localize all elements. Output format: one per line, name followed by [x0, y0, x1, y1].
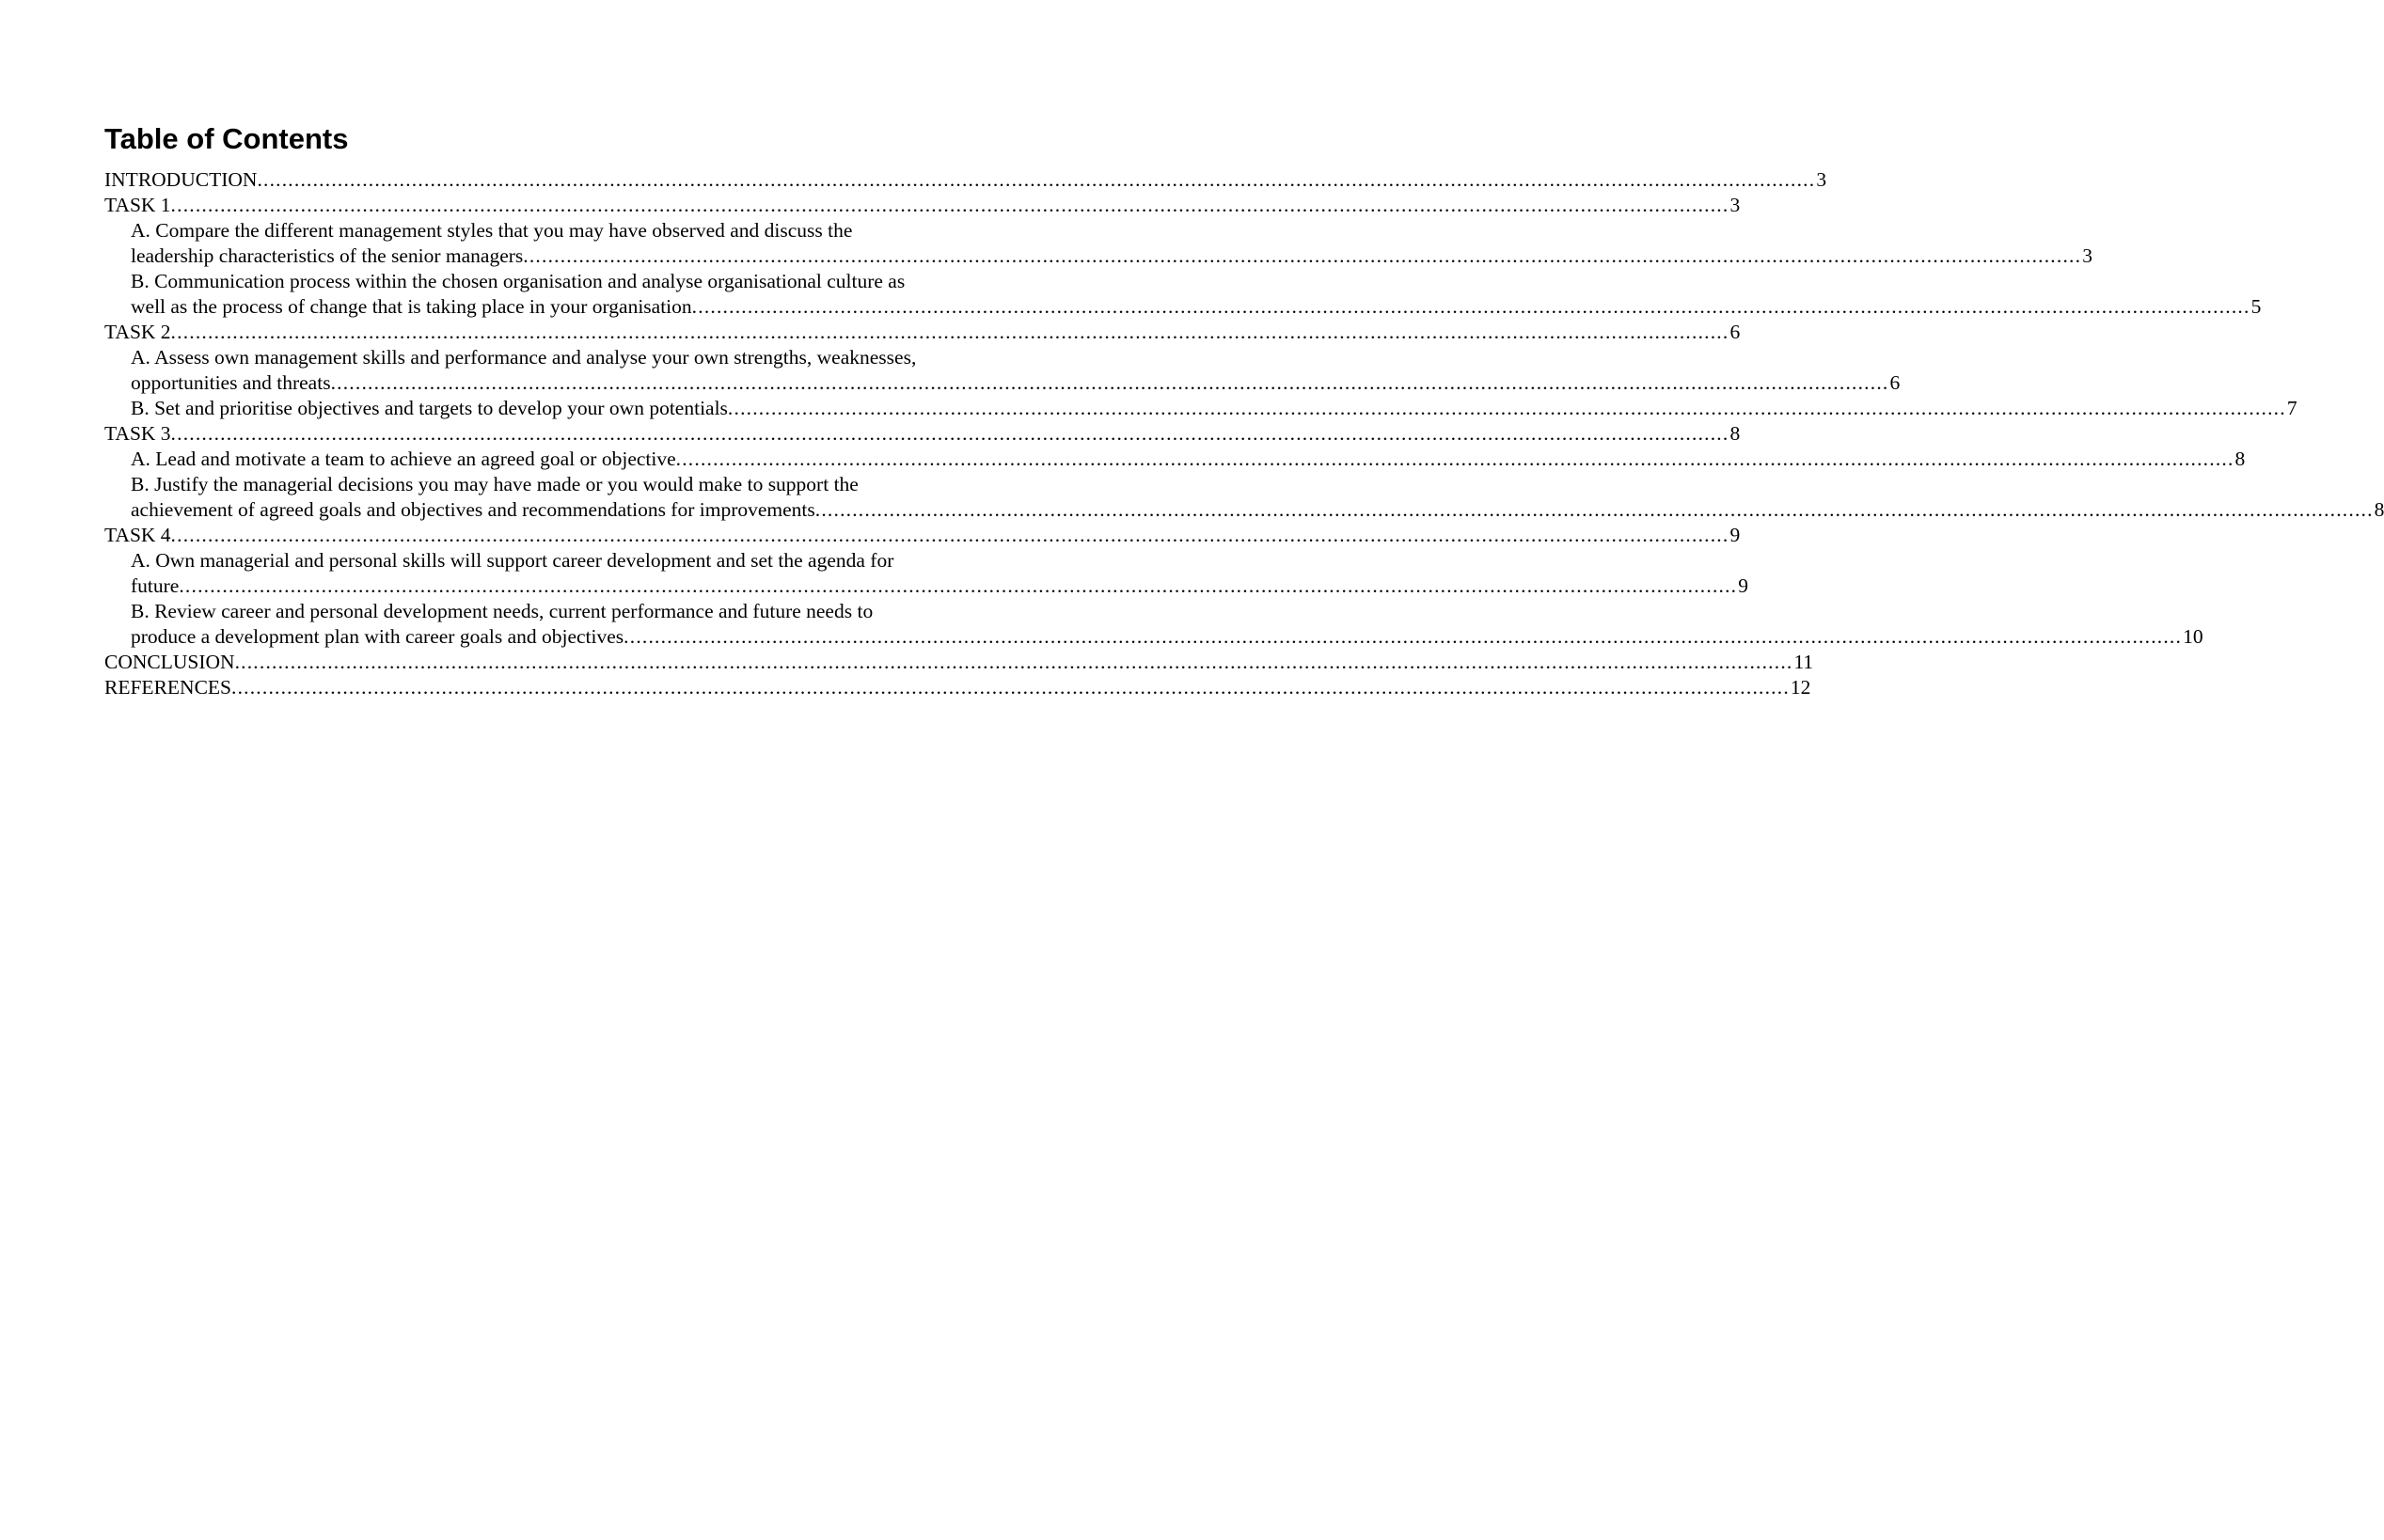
- toc-entry[interactable]: [104, 167, 1827, 193]
- toc-dot-leader: [676, 447, 2234, 472]
- toc-entry[interactable]: [104, 421, 1741, 447]
- toc-page-number: 6: [1889, 371, 1901, 394]
- toc-entry-line: [104, 193, 1741, 218]
- toc-dot-leader: [171, 193, 1729, 218]
- toc-entry-line: [131, 624, 2203, 650]
- toc-page-number: 3: [1729, 194, 1741, 216]
- toc-page-number: 9: [1729, 524, 1741, 546]
- toc-entry[interactable]: [104, 447, 2246, 472]
- toc-entry-text-line: B. Justify the managerial decisions you may have made or you would make to support the: [131, 473, 859, 495]
- toc-entry-label: TASK 1: [104, 194, 171, 216]
- toc-entry[interactable]: [104, 345, 1901, 396]
- toc-entry-line: [104, 320, 1741, 345]
- toc-dot-leader: [171, 320, 1729, 345]
- toc-entry-label: leadership characteristics of the senior managers: [131, 244, 524, 267]
- toc-entry-line: [104, 675, 1811, 700]
- toc-entry-label: opportunities and threats: [131, 371, 331, 394]
- toc-entry-text-line: B. Review career and personal development needs, current performance and future needs to: [131, 600, 874, 622]
- toc-entry[interactable]: [104, 396, 2297, 421]
- toc-entry[interactable]: [104, 320, 1741, 345]
- toc-page-number: 11: [1793, 651, 1814, 673]
- toc-page-number: 3: [1816, 168, 1827, 191]
- toc-dot-leader: [179, 574, 1737, 599]
- toc-dot-leader: [171, 523, 1729, 548]
- toc-dot-leader: [624, 624, 2182, 650]
- toc-dot-leader: [171, 421, 1729, 447]
- toc-entry-label: TASK 3: [104, 422, 171, 445]
- toc-entry[interactable]: [104, 269, 2262, 320]
- toc-entry-line: [104, 650, 1814, 675]
- toc-entry-label: produce a development plan with career goals and objectives: [131, 625, 624, 648]
- toc-entry-line: [131, 497, 2384, 523]
- toc-entry[interactable]: [104, 193, 1741, 218]
- toc-page-number: 10: [2183, 625, 2203, 648]
- toc-entry[interactable]: [104, 599, 2203, 650]
- toc-list: [104, 167, 2384, 700]
- toc-dot-leader: [815, 497, 2374, 523]
- toc-entry-label: CONCLUSION: [104, 651, 235, 673]
- toc-dot-leader: [235, 650, 1793, 675]
- toc-entry-line: [131, 370, 1901, 396]
- toc-page-number: 7: [2286, 397, 2297, 419]
- toc-page-number: 6: [1729, 321, 1741, 343]
- toc-entry-line: [104, 523, 1741, 548]
- toc-title: Table of Contents: [104, 122, 349, 155]
- toc-entry-label: A. Lead and motivate a team to achieve an agreed goal or objective: [131, 448, 676, 470]
- toc-entry-line: [131, 447, 2246, 472]
- toc-entry-line: [104, 167, 1827, 193]
- toc-page-number: 8: [2234, 448, 2246, 470]
- toc-entry[interactable]: [104, 675, 1811, 700]
- toc-dot-leader: [728, 396, 2286, 421]
- toc-entry[interactable]: [104, 650, 1814, 675]
- toc-entry-label: REFERENCES: [104, 676, 231, 699]
- toc-page-number: 5: [2250, 295, 2262, 318]
- toc-entry-line: [131, 396, 2297, 421]
- toc-entry-label: well as the process of change that is taking place in your organisation: [131, 295, 692, 318]
- toc-page-number: 8: [2374, 498, 2384, 521]
- toc-entry[interactable]: [104, 472, 2384, 523]
- toc-page-number: 12: [1790, 676, 1811, 699]
- toc-dot-leader: [257, 167, 1815, 193]
- toc-dot-leader: [331, 370, 1889, 396]
- toc-entry-line: [131, 244, 2092, 269]
- toc-entry-label: TASK 2: [104, 321, 171, 343]
- toc-entry-line: [104, 421, 1741, 447]
- toc-entry-label: achievement of agreed goals and objectives and recommendations for improvements: [131, 498, 815, 521]
- toc-entry-line: [131, 294, 2262, 320]
- toc-entry-label: future: [131, 574, 180, 597]
- toc-page-number: 3: [2082, 244, 2092, 267]
- document-page: [104, 120, 2384, 700]
- toc-page-number: 9: [1738, 574, 1748, 597]
- toc-entry-text-line: A. Assess own management skills and performance and analyse your own strengths, weaknesses,: [131, 346, 917, 369]
- toc-dot-leader: [692, 294, 2250, 320]
- toc-page-number: 8: [1729, 422, 1741, 445]
- toc-entry-line: [131, 574, 1748, 599]
- toc-entry-text-line: A. Compare the different management styles that you may have observed and discuss the: [131, 219, 853, 242]
- toc-entry-text-line: A. Own managerial and personal skills will support career development and set the agenda for: [131, 549, 894, 572]
- toc-entry[interactable]: [104, 548, 1748, 599]
- toc-entry-label: INTRODUCTION: [104, 168, 258, 191]
- toc-entry-label: B. Set and prioritise objectives and targets to develop your own potentials: [131, 397, 728, 419]
- toc-entry-text-line: B. Communication process within the chosen organisation and analyse organisational culture as: [131, 270, 906, 292]
- toc-entry[interactable]: [104, 523, 1741, 548]
- toc-dot-leader: [231, 675, 1790, 700]
- toc-entry[interactable]: [104, 218, 2092, 269]
- toc-dot-leader: [523, 244, 2081, 269]
- toc-entry-label: TASK 4: [104, 524, 171, 546]
